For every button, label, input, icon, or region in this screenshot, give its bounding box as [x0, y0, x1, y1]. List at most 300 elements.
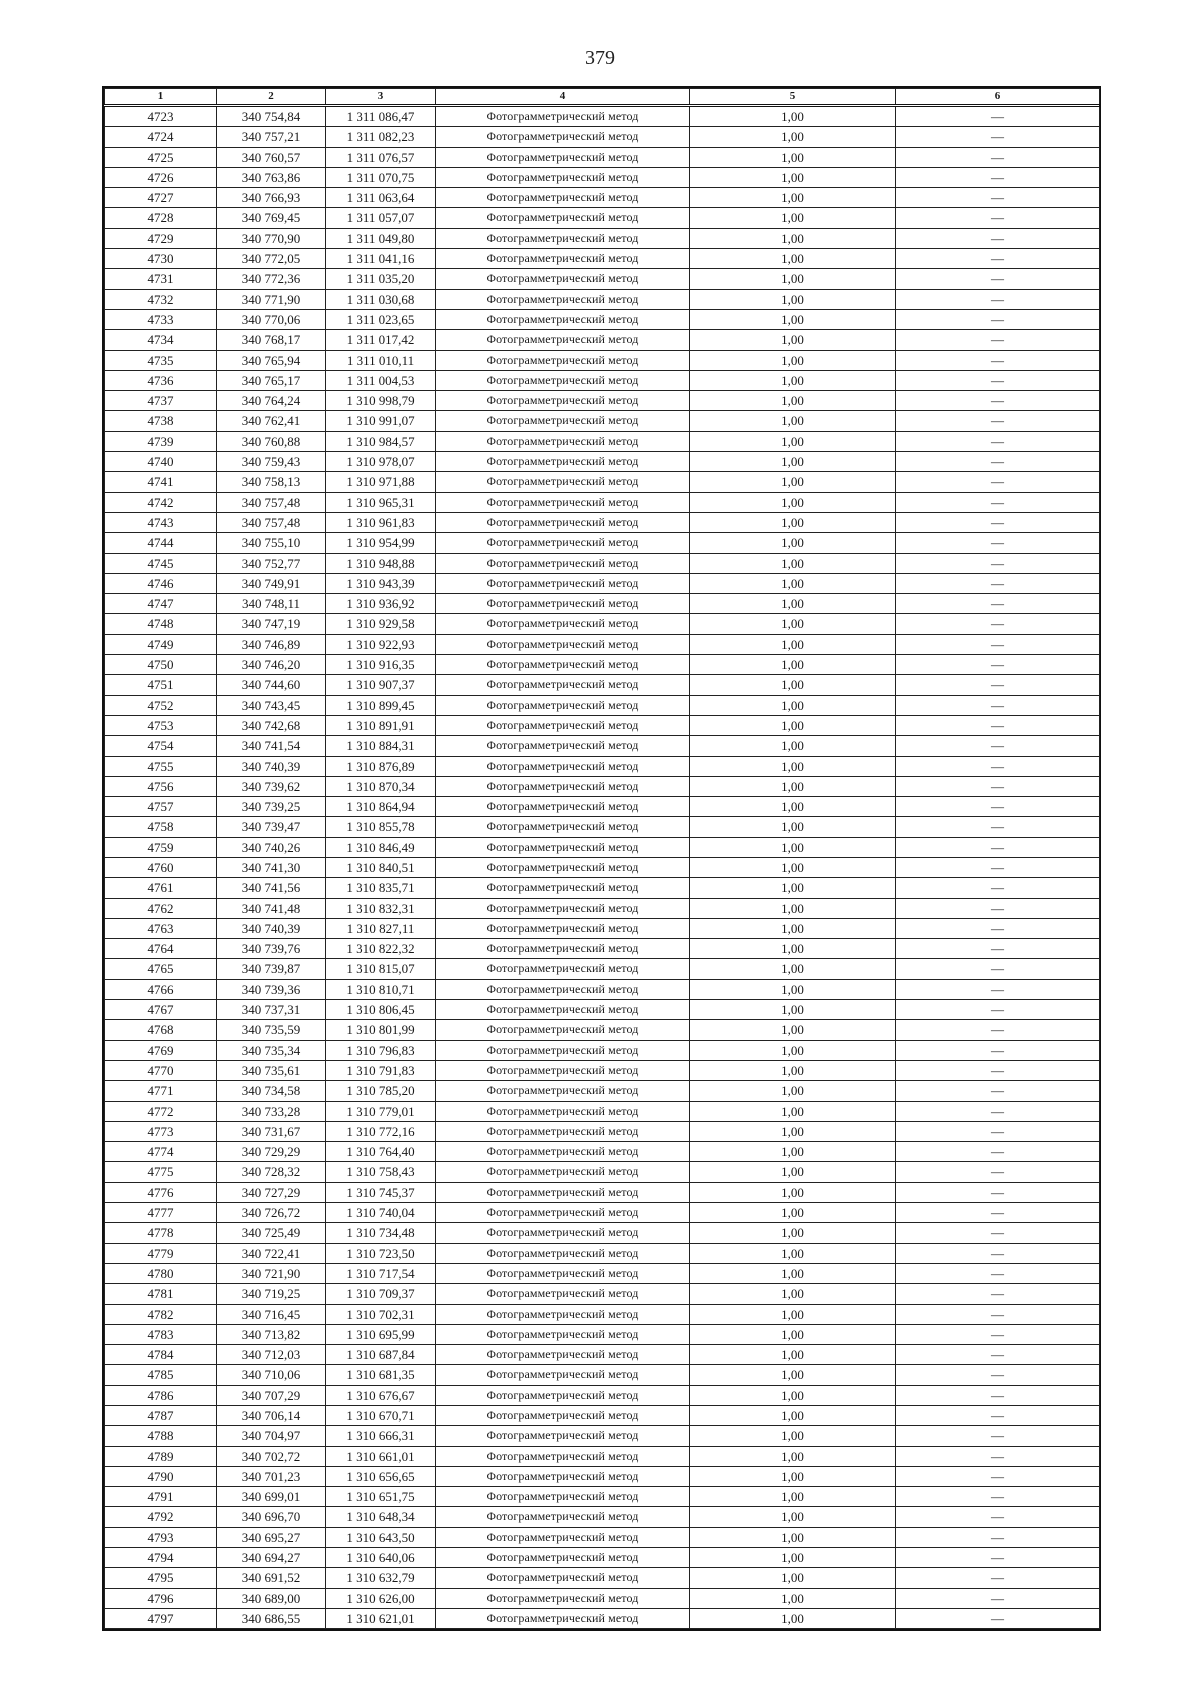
cell-note: —: [896, 533, 1100, 553]
table-row: [105, 776, 1100, 796]
cell-y-coordinate: 1 310 891,91: [326, 715, 436, 735]
cell-accuracy: 1,00: [690, 127, 896, 147]
cell-x-coordinate: 340 741,56: [217, 878, 326, 898]
cell-accuracy: 1,00: [690, 1406, 896, 1426]
cell-accuracy: 1,00: [690, 1223, 896, 1243]
cell-y-coordinate: 1 310 785,20: [326, 1081, 436, 1101]
cell-note: —: [896, 1385, 1100, 1405]
cell-method: Фотограмметрический метод: [436, 1548, 690, 1568]
table-row: [105, 452, 1100, 472]
cell-method: Фотограмметрический метод: [436, 1385, 690, 1405]
cell-x-coordinate: 340 725,49: [217, 1223, 326, 1243]
table-row: [105, 695, 1100, 715]
cell-accuracy: 1,00: [690, 1345, 896, 1365]
cell-y-coordinate: 1 310 740,04: [326, 1203, 436, 1223]
cell-point-number: 4731: [105, 269, 217, 289]
cell-point-number: 4796: [105, 1588, 217, 1608]
cell-point-number: 4790: [105, 1466, 217, 1486]
cell-y-coordinate: 1 310 965,31: [326, 492, 436, 512]
cell-x-coordinate: 340 758,13: [217, 472, 326, 492]
cell-note: —: [896, 1446, 1100, 1466]
cell-note: —: [896, 330, 1100, 350]
cell-method: Фотограмметрический метод: [436, 1101, 690, 1121]
cell-note: —: [896, 857, 1100, 877]
table-row: [105, 472, 1100, 492]
table-row: [105, 411, 1100, 431]
cell-x-coordinate: 340 699,01: [217, 1487, 326, 1507]
cell-y-coordinate: 1 310 810,71: [326, 979, 436, 999]
cell-x-coordinate: 340 769,45: [217, 208, 326, 228]
cell-point-number: 4759: [105, 837, 217, 857]
cell-x-coordinate: 340 739,47: [217, 817, 326, 837]
cell-x-coordinate: 340 719,25: [217, 1284, 326, 1304]
cell-point-number: 4773: [105, 1121, 217, 1141]
cell-note: —: [896, 594, 1100, 614]
cell-y-coordinate: 1 310 971,88: [326, 472, 436, 492]
cell-y-coordinate: 1 311 004,53: [326, 370, 436, 390]
cell-y-coordinate: 1 310 764,40: [326, 1142, 436, 1162]
cell-y-coordinate: 1 311 082,23: [326, 127, 436, 147]
cell-accuracy: 1,00: [690, 1466, 896, 1486]
cell-point-number: 4758: [105, 817, 217, 837]
cell-x-coordinate: 340 741,54: [217, 736, 326, 756]
cell-x-coordinate: 340 722,41: [217, 1243, 326, 1263]
table-row: [105, 655, 1100, 675]
cell-x-coordinate: 340 727,29: [217, 1182, 326, 1202]
cell-y-coordinate: 1 310 827,11: [326, 918, 436, 938]
table-row: [105, 1345, 1100, 1365]
cell-method: Фотограмметрический метод: [436, 939, 690, 959]
cell-y-coordinate: 1 310 676,67: [326, 1385, 436, 1405]
cell-x-coordinate: 340 729,29: [217, 1142, 326, 1162]
cell-accuracy: 1,00: [690, 553, 896, 573]
cell-method: Фотограмметрический метод: [436, 1000, 690, 1020]
cell-x-coordinate: 340 739,87: [217, 959, 326, 979]
cell-method: Фотограмметрический метод: [436, 1284, 690, 1304]
cell-y-coordinate: 1 311 063,64: [326, 188, 436, 208]
cell-method: Фотограмметрический метод: [436, 878, 690, 898]
table-row: [105, 1527, 1100, 1547]
table-row: [105, 797, 1100, 817]
table-row: [105, 715, 1100, 735]
cell-accuracy: 1,00: [690, 1284, 896, 1304]
cell-method: Фотограмметрический метод: [436, 167, 690, 187]
cell-accuracy: 1,00: [690, 1060, 896, 1080]
cell-accuracy: 1,00: [690, 370, 896, 390]
cell-y-coordinate: 1 310 656,65: [326, 1466, 436, 1486]
cell-accuracy: 1,00: [690, 1568, 896, 1588]
cell-point-number: 4792: [105, 1507, 217, 1527]
cell-note: —: [896, 1223, 1100, 1243]
table-row: [105, 309, 1100, 329]
cell-point-number: 4752: [105, 695, 217, 715]
cell-y-coordinate: 1 310 835,71: [326, 878, 436, 898]
table-row: [105, 1121, 1100, 1141]
table-row: [105, 289, 1100, 309]
cell-y-coordinate: 1 310 791,83: [326, 1060, 436, 1080]
cell-note: —: [896, 167, 1100, 187]
cell-y-coordinate: 1 310 796,83: [326, 1040, 436, 1060]
cell-accuracy: 1,00: [690, 1263, 896, 1283]
table-row: [105, 391, 1100, 411]
cell-method: Фотограмметрический метод: [436, 1142, 690, 1162]
table-header: [105, 89, 1100, 106]
cell-x-coordinate: 340 772,36: [217, 269, 326, 289]
cell-y-coordinate: 1 310 632,79: [326, 1568, 436, 1588]
cell-point-number: 4741: [105, 472, 217, 492]
cell-accuracy: 1,00: [690, 1548, 896, 1568]
cell-note: —: [896, 918, 1100, 938]
cell-x-coordinate: 340 707,29: [217, 1385, 326, 1405]
cell-note: —: [896, 1040, 1100, 1060]
cell-x-coordinate: 340 737,31: [217, 1000, 326, 1020]
cell-y-coordinate: 1 310 717,54: [326, 1263, 436, 1283]
cell-note: —: [896, 1081, 1100, 1101]
cell-point-number: 4744: [105, 533, 217, 553]
cell-x-coordinate: 340 739,25: [217, 797, 326, 817]
cell-x-coordinate: 340 734,58: [217, 1081, 326, 1101]
cell-x-coordinate: 340 760,88: [217, 431, 326, 451]
cell-accuracy: 1,00: [690, 1487, 896, 1507]
table-row: [105, 147, 1100, 167]
table-row: [105, 1568, 1100, 1588]
cell-point-number: 4764: [105, 939, 217, 959]
cell-note: —: [896, 492, 1100, 512]
cell-accuracy: 1,00: [690, 857, 896, 877]
cell-note: —: [896, 1568, 1100, 1588]
cell-method: Фотограмметрический метод: [436, 208, 690, 228]
cell-accuracy: 1,00: [690, 533, 896, 553]
cell-y-coordinate: 1 311 049,80: [326, 228, 436, 248]
cell-note: —: [896, 1243, 1100, 1263]
cell-note: —: [896, 1000, 1100, 1020]
cell-accuracy: 1,00: [690, 1324, 896, 1344]
cell-note: —: [896, 452, 1100, 472]
column-header-1: 1: [105, 89, 217, 106]
cell-x-coordinate: 340 739,36: [217, 979, 326, 999]
cell-note: —: [896, 127, 1100, 147]
cell-point-number: 4735: [105, 350, 217, 370]
cell-y-coordinate: 1 310 681,35: [326, 1365, 436, 1385]
cell-note: —: [896, 391, 1100, 411]
cell-y-coordinate: 1 310 745,37: [326, 1182, 436, 1202]
cell-method: Фотограмметрический метод: [436, 472, 690, 492]
cell-y-coordinate: 1 310 758,43: [326, 1162, 436, 1182]
table-row: [105, 898, 1100, 918]
cell-point-number: 4786: [105, 1385, 217, 1405]
cell-x-coordinate: 340 731,67: [217, 1121, 326, 1141]
cell-point-number: 4743: [105, 512, 217, 532]
table-row: [105, 1263, 1100, 1283]
cell-y-coordinate: 1 310 855,78: [326, 817, 436, 837]
cell-point-number: 4774: [105, 1142, 217, 1162]
cell-accuracy: 1,00: [690, 1304, 896, 1324]
cell-accuracy: 1,00: [690, 1608, 896, 1628]
cell-point-number: 4795: [105, 1568, 217, 1588]
cell-note: —: [896, 939, 1100, 959]
table-row: [105, 1101, 1100, 1121]
cell-accuracy: 1,00: [690, 715, 896, 735]
cell-accuracy: 1,00: [690, 695, 896, 715]
cell-y-coordinate: 1 310 709,37: [326, 1284, 436, 1304]
cell-method: Фотограмметрический метод: [436, 1060, 690, 1080]
cell-x-coordinate: 340 748,11: [217, 594, 326, 614]
cell-x-coordinate: 340 702,72: [217, 1446, 326, 1466]
cell-y-coordinate: 1 310 876,89: [326, 756, 436, 776]
cell-point-number: 4762: [105, 898, 217, 918]
table-row: [105, 1385, 1100, 1405]
cell-method: Фотограмметрический метод: [436, 1507, 690, 1527]
cell-method: Фотограмметрический метод: [436, 797, 690, 817]
cell-note: —: [896, 1426, 1100, 1446]
cell-accuracy: 1,00: [690, 918, 896, 938]
table-row: [105, 1182, 1100, 1202]
cell-note: —: [896, 370, 1100, 390]
cell-note: —: [896, 1101, 1100, 1121]
table-row: [105, 878, 1100, 898]
cell-note: —: [896, 1284, 1100, 1304]
cell-x-coordinate: 340 735,34: [217, 1040, 326, 1060]
table-row: [105, 1446, 1100, 1466]
cell-method: Фотограмметрический метод: [436, 1324, 690, 1344]
cell-y-coordinate: 1 310 954,99: [326, 533, 436, 553]
cell-method: Фотограмметрический метод: [436, 309, 690, 329]
cell-point-number: 4740: [105, 452, 217, 472]
table-row: [105, 837, 1100, 857]
cell-x-coordinate: 340 765,94: [217, 350, 326, 370]
cell-method: Фотограмметрический метод: [436, 1345, 690, 1365]
cell-method: Фотограмметрический метод: [436, 1182, 690, 1202]
cell-accuracy: 1,00: [690, 736, 896, 756]
cell-note: —: [896, 878, 1100, 898]
table-row: [105, 533, 1100, 553]
cell-note: —: [896, 431, 1100, 451]
cell-note: —: [896, 472, 1100, 492]
table-row: [105, 1406, 1100, 1426]
cell-note: —: [896, 309, 1100, 329]
table-row: [105, 573, 1100, 593]
cell-x-coordinate: 340 728,32: [217, 1162, 326, 1182]
cell-accuracy: 1,00: [690, 228, 896, 248]
cell-method: Фотограмметрический метод: [436, 817, 690, 837]
cell-accuracy: 1,00: [690, 1121, 896, 1141]
cell-x-coordinate: 340 760,57: [217, 147, 326, 167]
cell-method: Фотограмметрический метод: [436, 634, 690, 654]
cell-x-coordinate: 340 749,91: [217, 573, 326, 593]
cell-method: Фотограмметрический метод: [436, 1263, 690, 1283]
cell-accuracy: 1,00: [690, 1243, 896, 1263]
cell-y-coordinate: 1 311 086,47: [326, 106, 436, 127]
cell-point-number: 4791: [105, 1487, 217, 1507]
cell-y-coordinate: 1 311 017,42: [326, 330, 436, 350]
cell-note: —: [896, 979, 1100, 999]
table-row: [105, 1304, 1100, 1324]
table-row: [105, 1142, 1100, 1162]
table-row: [105, 959, 1100, 979]
cell-y-coordinate: 1 311 041,16: [326, 249, 436, 269]
table-row: [105, 1060, 1100, 1080]
cell-y-coordinate: 1 310 978,07: [326, 452, 436, 472]
cell-method: Фотограмметрический метод: [436, 857, 690, 877]
cell-note: —: [896, 756, 1100, 776]
cell-point-number: 4756: [105, 776, 217, 796]
table-row: [105, 594, 1100, 614]
cell-point-number: 4782: [105, 1304, 217, 1324]
cell-note: —: [896, 147, 1100, 167]
cell-y-coordinate: 1 310 846,49: [326, 837, 436, 857]
cell-x-coordinate: 340 763,86: [217, 167, 326, 187]
cell-x-coordinate: 340 770,06: [217, 309, 326, 329]
cell-accuracy: 1,00: [690, 1588, 896, 1608]
cell-note: —: [896, 1182, 1100, 1202]
cell-point-number: 4755: [105, 756, 217, 776]
cell-note: —: [896, 289, 1100, 309]
cell-x-coordinate: 340 739,62: [217, 776, 326, 796]
cell-point-number: 4788: [105, 1426, 217, 1446]
cell-note: —: [896, 837, 1100, 857]
cell-note: —: [896, 1121, 1100, 1141]
cell-method: Фотограмметрический метод: [436, 330, 690, 350]
cell-y-coordinate: 1 310 687,84: [326, 1345, 436, 1365]
cell-method: Фотограмметрический метод: [436, 1426, 690, 1446]
cell-accuracy: 1,00: [690, 167, 896, 187]
cell-y-coordinate: 1 311 010,11: [326, 350, 436, 370]
cell-accuracy: 1,00: [690, 898, 896, 918]
cell-method: Фотограмметрический метод: [436, 1608, 690, 1628]
column-header-4: 4: [436, 89, 690, 106]
column-header-2: 2: [217, 89, 326, 106]
table-row: [105, 1608, 1100, 1628]
cell-x-coordinate: 340 686,55: [217, 1608, 326, 1628]
cell-x-coordinate: 340 762,41: [217, 411, 326, 431]
cell-method: Фотограмметрический метод: [436, 715, 690, 735]
cell-note: —: [896, 1608, 1100, 1628]
cell-method: Фотограмметрический метод: [436, 1365, 690, 1385]
cell-accuracy: 1,00: [690, 411, 896, 431]
cell-note: —: [896, 1020, 1100, 1040]
cell-x-coordinate: 340 716,45: [217, 1304, 326, 1324]
cell-x-coordinate: 340 740,39: [217, 918, 326, 938]
cell-method: Фотограмметрический метод: [436, 533, 690, 553]
cell-accuracy: 1,00: [690, 655, 896, 675]
column-header-6: 6: [896, 89, 1100, 106]
cell-method: Фотограмметрический метод: [436, 614, 690, 634]
cell-x-coordinate: 340 757,48: [217, 512, 326, 532]
cell-note: —: [896, 715, 1100, 735]
cell-note: —: [896, 797, 1100, 817]
cell-y-coordinate: 1 310 801,99: [326, 1020, 436, 1040]
cell-note: —: [896, 736, 1100, 756]
cell-y-coordinate: 1 310 832,31: [326, 898, 436, 918]
cell-method: Фотограмметрический метод: [436, 675, 690, 695]
cell-note: —: [896, 1345, 1100, 1365]
table-row: [105, 370, 1100, 390]
cell-note: —: [896, 1060, 1100, 1080]
cell-accuracy: 1,00: [690, 573, 896, 593]
cell-y-coordinate: 1 310 772,16: [326, 1121, 436, 1141]
page-number: 379: [585, 47, 615, 69]
table-row: [105, 1020, 1100, 1040]
cell-note: —: [896, 1162, 1100, 1182]
cell-x-coordinate: 340 744,60: [217, 675, 326, 695]
cell-method: Фотограмметрический метод: [436, 918, 690, 938]
cell-point-number: 4770: [105, 1060, 217, 1080]
cell-x-coordinate: 340 695,27: [217, 1527, 326, 1547]
cell-method: Фотограмметрический метод: [436, 594, 690, 614]
cell-accuracy: 1,00: [690, 391, 896, 411]
cell-point-number: 4730: [105, 249, 217, 269]
table-row: [105, 167, 1100, 187]
table-row: [105, 1324, 1100, 1344]
cell-x-coordinate: 340 735,59: [217, 1020, 326, 1040]
cell-method: Фотограмметрический метод: [436, 1121, 690, 1141]
cell-method: Фотограмметрический метод: [436, 1223, 690, 1243]
cell-accuracy: 1,00: [690, 817, 896, 837]
cell-note: —: [896, 1548, 1100, 1568]
cell-note: —: [896, 249, 1100, 269]
cell-y-coordinate: 1 310 943,39: [326, 573, 436, 593]
cell-method: Фотограмметрический метод: [436, 391, 690, 411]
cell-point-number: 4745: [105, 553, 217, 573]
cell-x-coordinate: 340 746,89: [217, 634, 326, 654]
cell-point-number: 4777: [105, 1203, 217, 1223]
cell-method: Фотограмметрический метод: [436, 695, 690, 715]
cell-accuracy: 1,00: [690, 1385, 896, 1405]
cell-x-coordinate: 340 771,90: [217, 289, 326, 309]
cell-accuracy: 1,00: [690, 1527, 896, 1547]
cell-accuracy: 1,00: [690, 1101, 896, 1121]
cell-point-number: 4771: [105, 1081, 217, 1101]
cell-point-number: 4785: [105, 1365, 217, 1385]
table-row: [105, 918, 1100, 938]
cell-point-number: 4739: [105, 431, 217, 451]
cell-note: —: [896, 1365, 1100, 1385]
cell-accuracy: 1,00: [690, 1020, 896, 1040]
cell-y-coordinate: 1 311 035,20: [326, 269, 436, 289]
table-row: [105, 1203, 1100, 1223]
cell-method: Фотограмметрический метод: [436, 1081, 690, 1101]
cell-point-number: 4734: [105, 330, 217, 350]
cell-method: Фотограмметрический метод: [436, 1588, 690, 1608]
cell-y-coordinate: 1 310 670,71: [326, 1406, 436, 1426]
cell-method: Фотограмметрический метод: [436, 756, 690, 776]
cell-point-number: 4749: [105, 634, 217, 654]
cell-point-number: 4781: [105, 1284, 217, 1304]
cell-method: Фотограмметрический метод: [436, 1304, 690, 1324]
column-header-5: 5: [690, 89, 896, 106]
cell-note: —: [896, 1487, 1100, 1507]
cell-y-coordinate: 1 310 870,34: [326, 776, 436, 796]
cell-accuracy: 1,00: [690, 939, 896, 959]
cell-y-coordinate: 1 310 822,32: [326, 939, 436, 959]
cell-method: Фотограмметрический метод: [436, 1487, 690, 1507]
table-row: [105, 553, 1100, 573]
cell-x-coordinate: 340 704,97: [217, 1426, 326, 1446]
table-row: [105, 512, 1100, 532]
cell-point-number: 4793: [105, 1527, 217, 1547]
cell-accuracy: 1,00: [690, 614, 896, 634]
cell-x-coordinate: 340 689,00: [217, 1588, 326, 1608]
cell-method: Фотограмметрический метод: [436, 1020, 690, 1040]
cell-y-coordinate: 1 310 936,92: [326, 594, 436, 614]
cell-method: Фотограмметрический метод: [436, 249, 690, 269]
cell-x-coordinate: 340 772,05: [217, 249, 326, 269]
cell-method: Фотограмметрический метод: [436, 776, 690, 796]
cell-point-number: 4787: [105, 1406, 217, 1426]
cell-point-number: 4768: [105, 1020, 217, 1040]
cell-y-coordinate: 1 311 030,68: [326, 289, 436, 309]
cell-x-coordinate: 340 764,24: [217, 391, 326, 411]
